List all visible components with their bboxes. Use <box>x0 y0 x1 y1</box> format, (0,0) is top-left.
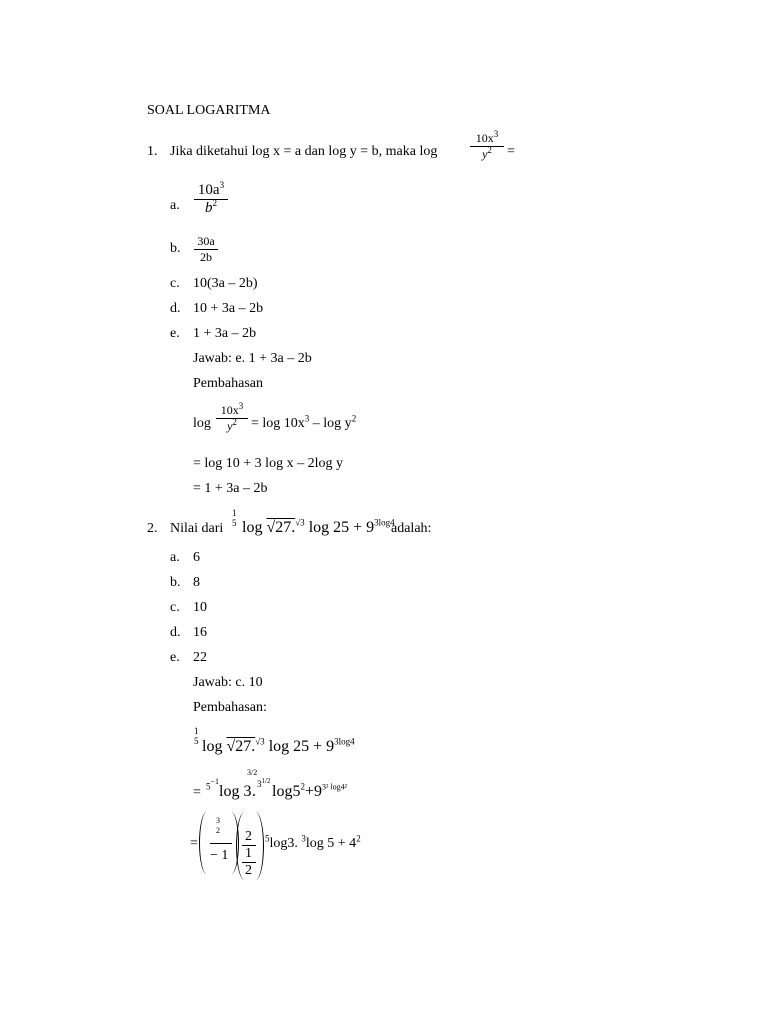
line-2-mid-log: log5 <box>272 783 301 800</box>
matrix-2-middle: 1 <box>245 846 252 861</box>
question-1-equals: = <box>507 144 515 159</box>
discussion-mid: log 25 + 9 <box>268 738 335 755</box>
line-2-equals: = <box>193 785 201 800</box>
step-1-rhs-exponent-2: 2 <box>351 413 357 424</box>
question-2-sqrt-exponent: √3 <box>295 517 305 528</box>
option-text: 10 <box>193 600 207 615</box>
fraction-denominator-exponent: 2 <box>487 145 492 155</box>
option-b-denominator: 2b <box>200 250 212 264</box>
line-2-end-exponent: 3² log4² <box>321 782 348 792</box>
step-1-numerator: 10x <box>220 403 239 417</box>
option-text: 10(3a – 2b) <box>193 276 258 291</box>
matrix-2-bottom: 2 <box>245 863 252 878</box>
fraction-numerator: 10x <box>475 131 494 145</box>
option-letter: e. <box>170 650 180 665</box>
line-3-tail-a: log3. <box>269 836 302 851</box>
question-2-discussion-label: Pembahasan: <box>193 700 267 715</box>
discussion-line-1 <box>202 738 355 756</box>
option-letter: d. <box>170 625 181 640</box>
question-2-text-after: adalah: <box>391 521 432 536</box>
option-letter: e. <box>170 326 180 341</box>
question-2-sqrt: √27. <box>266 519 296 536</box>
option-text: 10 + 3a – 2b <box>193 301 264 316</box>
question-2-base-numerator: 1 <box>232 508 237 518</box>
line-2-base-value: 5 <box>206 781 211 792</box>
line-3-tail <box>265 833 361 852</box>
question-1-text: Jika diketahui log x = a dan log y = b, maka log <box>170 144 438 159</box>
option-text: 8 <box>193 575 200 590</box>
question-2-text-before: Nilai dari <box>170 521 224 536</box>
step-1-rhs <box>251 413 357 432</box>
question-2-sqrt-value: 27. <box>275 519 296 536</box>
step-2: = log 10 + 3 log x – 2log y <box>193 456 343 471</box>
discussion-base-denominator: 5 <box>194 736 199 746</box>
step-1-numerator-exponent: 3 <box>238 401 244 411</box>
option-letter: c. <box>170 600 180 615</box>
question-2-mid: log 25 + 9 <box>308 519 375 536</box>
option-b-numerator: 30a <box>197 234 215 248</box>
question-2-base <box>232 508 237 528</box>
option-text: 22 <box>193 650 207 665</box>
question-2-exponent: 3log4 <box>374 517 395 528</box>
step-1-denominator: y <box>227 419 233 433</box>
option-a-numerator-exponent: 3 <box>219 180 225 190</box>
question-1-number: 1. <box>147 144 158 159</box>
option-a-denominator: b <box>205 200 213 216</box>
line-2-log: log 3 <box>219 783 252 800</box>
matrix-1-top <box>216 816 220 836</box>
line-2-exponent-a: 3/2 <box>247 768 258 777</box>
question-2-log: log <box>242 519 263 536</box>
option-a-fraction <box>194 182 228 217</box>
line-2-plus: +9 <box>304 783 322 800</box>
option-letter: b. <box>170 241 181 256</box>
discussion-sqrt: √27. <box>226 738 256 755</box>
line-2-base <box>206 777 219 795</box>
matrix-1-top-den: 2 <box>216 826 220 835</box>
option-letter: d. <box>170 301 181 316</box>
discussion-base <box>194 726 199 746</box>
fraction-denominator: y <box>482 147 488 161</box>
question-2-expression <box>242 519 395 537</box>
option-letter: a. <box>170 550 180 565</box>
matrix-2-top: 2 <box>245 829 252 844</box>
matrix-1-top-num: 3 <box>216 816 220 825</box>
option-letter: a. <box>170 198 180 213</box>
option-b-fraction <box>194 234 218 265</box>
line-2-exponent-b-power: 1/2 <box>261 777 271 785</box>
matrix-1-bar <box>210 843 232 844</box>
matrix-1-bottom: − 1 <box>210 848 229 863</box>
fraction-numerator-exponent: 3 <box>493 129 499 139</box>
line-2-expression <box>219 783 251 801</box>
question-1-answer: Jawab: e. 1 + 3a – 2b <box>193 351 312 366</box>
step-1-denominator-exponent: 2 <box>232 417 237 427</box>
line-3-equals: = <box>190 836 198 851</box>
step-1-fraction <box>216 403 248 434</box>
discussion-exponent: 3log4 <box>334 736 355 747</box>
line-2-exponent-b-base: 3 <box>257 779 262 789</box>
discussion-sqrt-exponent: √3 <box>255 736 265 747</box>
discussion-base-numerator: 1 <box>194 726 199 736</box>
line-3-tail-base: 5 <box>265 833 270 844</box>
line-3-tail-base-2: 3 <box>301 833 306 844</box>
page-title: SOAL LOGARITMA <box>147 103 271 118</box>
discussion-log: log <box>202 738 223 755</box>
step-1-rhs-a: = log 10x <box>251 416 305 431</box>
option-letter: c. <box>170 276 180 291</box>
line-2-dot: . <box>252 783 256 800</box>
question-2-answer: Jawab: c. 10 <box>193 675 263 690</box>
option-letter: b. <box>170 575 181 590</box>
option-text: 1 + 3a – 2b <box>193 326 257 341</box>
option-a-denominator-exponent: 2 <box>212 198 217 208</box>
question-2-base-denominator: 5 <box>232 518 237 528</box>
line-2-mid <box>272 783 347 801</box>
step-1-rhs-exponent: 3 <box>304 413 310 424</box>
question-1-fraction <box>470 131 504 162</box>
option-text: 16 <box>193 625 207 640</box>
step-log: log <box>193 416 211 431</box>
line-3-tail-b: log 5 + 4 <box>305 836 357 851</box>
line-2-mid-exponent: 2 <box>300 781 305 792</box>
question-2-number: 2. <box>147 521 158 536</box>
step-1-rhs-b: – log y <box>309 416 352 431</box>
line-3-tail-exponent: 2 <box>356 833 361 844</box>
discussion-sqrt-value: 27. <box>235 738 256 755</box>
line-2-base-exponent: −1 <box>210 777 220 786</box>
line-2-exponent-b <box>257 777 270 789</box>
option-text: 6 <box>193 550 200 565</box>
option-a-numerator: 10a <box>197 182 220 198</box>
question-1-discussion-label: Pembahasan <box>193 376 263 391</box>
step-3: = 1 + 3a – 2b <box>193 481 268 496</box>
